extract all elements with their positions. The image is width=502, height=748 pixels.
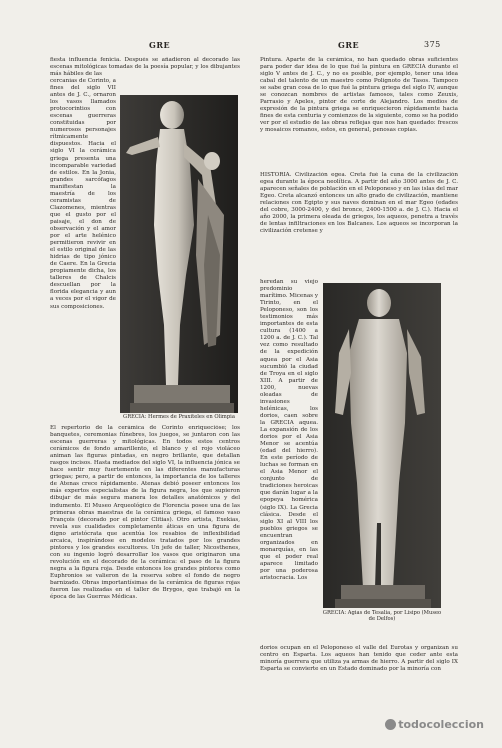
left-column-bottom <box>50 425 240 725</box>
right-column-painting <box>260 57 458 171</box>
right-column-history <box>260 172 458 278</box>
right-column-narrow <box>260 279 318 645</box>
left-column-intro <box>50 57 240 79</box>
left-column-narrow <box>50 78 116 420</box>
page-number: 375 <box>424 40 441 49</box>
hermes-statue-image <box>120 95 238 413</box>
running-head-center: GRE <box>338 40 360 50</box>
watermark-text: todocoleccion <box>398 718 484 731</box>
agias-photo <box>323 283 441 608</box>
right-bottom-text: dorios ocupan en el Peloponeso el valle del Eurotas y organizan su centro en Esparta. Los aqueos han tenido que ceder ante esta minoría guerrera que utiliza ya armas de hierro. A partir del siglo IX Esparta se convierte en un Estado dominado por la minoría con <box>260 645 458 673</box>
agias-statue-image <box>323 283 441 608</box>
hermes-caption: GRECIA: Hermes de Praxiteles en Olimpia <box>123 414 235 420</box>
agias-caption: GRECIA: Agias de Tesalia, por Lisipo (Museo de Delfos) <box>322 610 442 623</box>
left-intro-text: fiesta influencia fenicia. Después se añadieron al decorado las escenas mitológicas tomadas de la poesía popular, y los dibujantes más hábiles de las <box>50 57 240 78</box>
right-column-bottom <box>260 645 458 675</box>
right-history-text: HISTORIA. Civilización egea. Creta fué la cuna de la civilización egea durante la época neolítica. A partir del año 3000 antes de J. C. aparecen señales de población en el Peloponeso y en las islas del mar Egeo. Creta alcanzó entonces un alto grado de civilización, mantiene relaciones con Egipto y sus naves dominan en el mar Egeo (edades del cobre, 3000-2400, y del bronce, 2400-1500 a. de J. C.). Hacia el año 2000, la primera oleada de griegos, los aqueos, penetra a través de lentas infiltraciones en los Balcanes. Los aqueos se incorporan la civilización cretense y <box>260 172 458 235</box>
watermark-logo <box>385 718 484 731</box>
watermark-dot-icon <box>385 719 396 730</box>
left-narrow-text: cercanías de Corinto, a fines del siglo VII antes de J. C., ornaron los vasos llamados protocorintios con escenas guerreras constituidas por numerosos personajes rítmicamente dispuestos. Hacia el siglo VI la cerámica griega presenta una incomparable variedad de estilos. En la Jonia, grandes sarcófagos manifiestan la maestría de los ceramistas de Clazomenes, mientras que el gusto por el paisaje, el don de observación y el amor por el arte helénico permitieron revivir en el estilo original de las hidrias de tipo jónico de Caere. En la Grecia propiamente dicha, los talleres de Chalcis descuellan por la florida elegancia y aun a veces por el vigor de sus composiciones. <box>50 78 116 310</box>
hermes-photo <box>120 95 238 413</box>
running-head-left: GRE <box>149 40 171 50</box>
left-bottom-text: El repertorio de la cerámica de Corinto enriquecióse; los banquetes, ceremonias fúnebres, los juegos, se juntaron con las escenas guerreras y mitológicas. En todos estos centros cerámicos de fondo amarillento, el blanco y el rojo violáceo animan las figuras pintadas, en negro brillante, que detallan rasgos incisos. Hasta mediados del siglo VI, la influencia jónica se hace sentir muy fuertemente en las diferentes manufacturas griegas; pero, a partir de entonces, la importancia de los talleres de Atenas crece rápidamente. Atenas debió poseer entonces los más expertos especialistas de la figura negra, los que supieron dibujar de más segura manera los detalles anatómicos y del indumento. El Museo Arqueológico de Florencia posee una de las primeras obras maestras de la cerámica griega, el famoso vaso François (decorado por el pintor Clitias). Otro artista, Exekias, revela sus cualidades completamente áticas en una figura de digno aristócrata que acentúa los resabios de inflexibilidad arcaica, inspirándose en modelos tratados por los grandes pintores y los grandes escultores. Un jefe de taller, Nicosthenes, con su ingenio logró desarrollar los vasos que originaron una revolución en el decorado de la cerámica: el paso de la figura negra a la figura roja. Desde entonces los grandes pintores como Euphronios se valieron de la reserva sobre el fondo de negro barnizado. Obras importantísimas de la cerámica de figuras rojas fueron las realizadas en el taller de Brygos, que trabajó en la época de las Guerras Médicas. <box>50 425 240 601</box>
right-painting-text: Pintura. Aparte de la cerámica, no han quedado obras suficientes para poder dar idea de lo que fué la pintura en GRECIA durante el siglo V antes de J. C., y no es posible, por ejemplo, tener una idea cabal del talento de un maestro como Polignoto de Tasos. Tampoco se sabe gran cosa de lo que fué la pintura griega del siglo IV, aunque se conozcan nombres de artistas famosos, tales como Zeuxis, Parrasio y Apeles, pintor de corte de Alejandro. Los medios de expresión de la pintura griega se enriquecieron rápidamente hacia fines de esta centuria y comienzos de la siguiente, como se ha podido ver por el estudio de las obras reflejas que nos han quedado: frescos y mosaicos romanos, estos, en general, penosas copias. <box>260 57 458 134</box>
right-narrow-text: heredan su viejo predominio marítimo. Micenas y Tirinto, en el Peloponeso, son los testimonios más importantes de esta cultura (1400 a 1200 a. de J. C.). Tal vez como resultado de la expedición aquea por el Asia sucumbió la ciudad de Troya en el siglo XIII. A partir de 1200, nuevas oleadas de invasiones helénicas, los dorios, caen sobre la GRECIA aquea. La expansión de los dorios por el Asia Menor se acentúa (edad del hierro). En este período de luchas se forman en el Asia Menor el conjunto de tradiciones heroicas que darán lugar a la epopeya homérica (siglo IX). La Grecia clásica. Desde el siglo XI al VIII los pueblos griegos se encuentran organizados en monarquías, en las que el poder real aparece limitado por una poderosa aristocracia. Los <box>260 279 318 581</box>
